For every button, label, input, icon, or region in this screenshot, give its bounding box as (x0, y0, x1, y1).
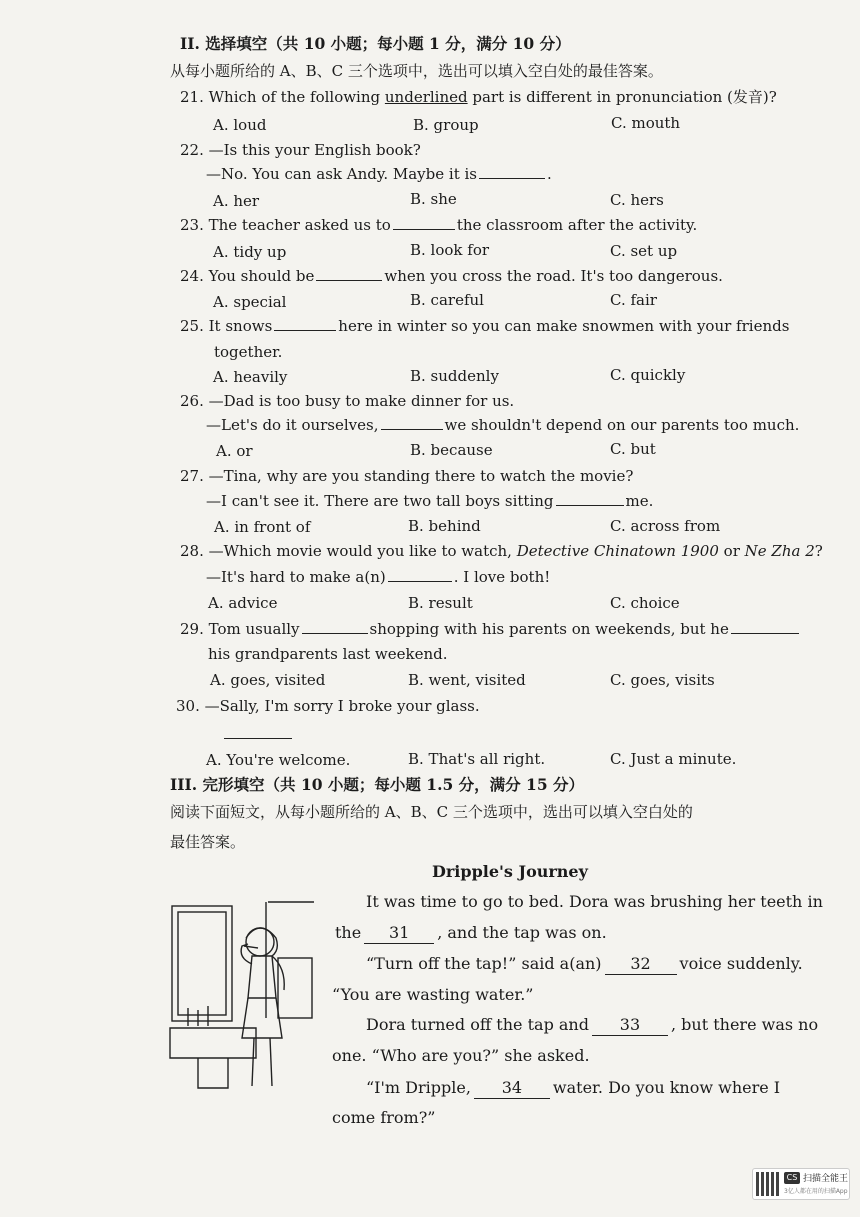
girl-brushing-teeth-illustration (168, 898, 318, 1098)
q28-option-c: C. choice (610, 594, 680, 612)
q27-option-c: C. across from (610, 517, 721, 535)
passage-line-8: come from?” (332, 1108, 436, 1127)
passage-line-6: one. “Who are you?” she asked. (332, 1046, 590, 1065)
scanner-tagline: 3亿人都在用的扫描App (784, 1188, 848, 1195)
q30-option-c: C. Just a minute. (610, 750, 737, 768)
question-28-line-1 (180, 541, 823, 561)
q24-text-post: when you cross the road. It's too dangerous. (384, 267, 723, 285)
q21-option-a: A. loud (213, 116, 267, 134)
q23-text-pre: 23. The teacher asked us to (180, 216, 391, 234)
section-3-instruction-line-2: 最佳答案。 (170, 833, 246, 851)
question-28-line-2 (206, 567, 550, 587)
q25-blank (274, 316, 336, 331)
q29-blank-1 (302, 619, 368, 634)
q28-option-a: A. advice (208, 594, 278, 612)
q28-text-end: ? (814, 542, 823, 560)
passage-line-7-pre: “I'm Dripple, (366, 1078, 471, 1097)
scanner-badge: CS (784, 1172, 800, 1184)
passage-line-5 (366, 1015, 818, 1036)
section-3-instruction-line-1: 阅读下面短文，从每小题所给的 A、B、C 三个选项中，选出可以填入空白处的 (170, 803, 693, 821)
q24-blank (316, 266, 382, 281)
question-27-line-1: 27. —Tina, why are you standing there to watch the movie? (180, 467, 634, 485)
q28-movie-1: Detective Chinatown 1900 (516, 542, 719, 560)
q28-text-post2: . I love both! (453, 568, 551, 586)
q26-text-post: we shouldn't depend on our parents too much. (444, 416, 800, 434)
q26-blank (381, 415, 443, 430)
passage-line-2-pre: the (335, 923, 362, 942)
q22-option-a: A. her (213, 192, 260, 210)
q25-text-pre: 25. It snows (180, 317, 273, 335)
q27-option-b: B. behind (408, 517, 481, 535)
question-26-line-2 (206, 415, 799, 435)
q24-option-c: C. fair (610, 291, 657, 309)
question-29-line-1 (180, 619, 801, 639)
question-22-line-1: 22. —Is this your English book? (180, 141, 421, 159)
q28-text-pre2: —It's hard to make a(n) (206, 568, 386, 586)
q29-option-a: A. goes, visited (210, 671, 326, 689)
passage-line-7 (366, 1078, 780, 1099)
passage-line-3-post: voice suddenly. (679, 954, 803, 973)
q21-text-post: part is different in pronunciation (发音)? (467, 88, 777, 106)
question-23 (180, 215, 697, 235)
blank-34: 34 (474, 1078, 550, 1099)
q21-option-b: B. group (413, 116, 479, 134)
q25-text-post: here in winter so you can make snowmen with your friends (338, 317, 790, 335)
q28-blank (388, 567, 452, 582)
q24-option-a: A. special (213, 293, 287, 311)
question-27-line-2 (206, 491, 653, 511)
q22-blank (479, 164, 545, 179)
q26-option-a: A. or (216, 442, 253, 460)
passage-line-2-post: , and the tap was on. (437, 923, 607, 942)
question-22-line-2 (206, 164, 552, 184)
q21-underlined: underlined (384, 88, 468, 106)
q30-option-a: A. You're welcome. (206, 751, 351, 769)
q27-option-a: A. in front of (214, 518, 311, 536)
q29-text-pre: 29. Tom usually (180, 620, 300, 638)
question-26-line-1: 26. —Dad is too busy to make dinner for us. (180, 392, 515, 410)
q23-option-c: C. set up (610, 242, 678, 260)
passage-line-7-post: water. Do you know where I (552, 1078, 781, 1097)
q22-end: . (546, 165, 552, 183)
blank-32: 32 (605, 954, 677, 975)
q30-option-b: B. That's all right. (408, 750, 546, 768)
q23-blank (393, 215, 455, 230)
question-25-line-1 (180, 316, 789, 336)
q22-option-b: B. she (410, 190, 457, 208)
scanner-watermark (752, 1168, 850, 1200)
q25-option-b: B. suddenly (410, 367, 499, 385)
q26-option-c: C. but (610, 440, 656, 458)
q23-option-a: A. tidy up (213, 243, 287, 261)
q23-option-b: B. look for (410, 241, 490, 259)
q28-option-b: B. result (408, 594, 473, 612)
q25-option-c: C. quickly (610, 366, 686, 384)
q29-blank-2 (731, 619, 799, 634)
q26-option-b: B. because (410, 441, 493, 459)
q29-option-c: C. goes, visits (610, 671, 715, 689)
section-2-instruction: 从每小题所给的 A、B、C 三个选项中，选出可以填入空白处的最佳答案。 (170, 62, 663, 80)
q29-option-b: B. went, visited (408, 671, 526, 689)
q30-blank (224, 724, 292, 739)
blank-33: 33 (592, 1015, 668, 1036)
qr-code-icon (756, 1172, 780, 1196)
passage-line-4: “You are wasting water.” (332, 985, 534, 1004)
question-24 (180, 266, 723, 286)
q24-option-b: B. careful (410, 291, 484, 309)
q27-blank (556, 491, 624, 506)
question-21 (180, 87, 777, 107)
q27-text-pre: —I can't see it. There are two tall boys sitting (206, 492, 554, 510)
passage-line-2 (335, 923, 607, 944)
q28-text-mid: or (718, 542, 745, 560)
question-30-line-1: 30. —Sally, I'm sorry I broke your glass. (176, 697, 480, 715)
story-title: Dripple's Journey (432, 862, 588, 881)
q25-option-a: A. heavily (213, 368, 288, 386)
q29-text-mid: shopping with his parents on weekends, but he (369, 620, 729, 638)
passage-line-3-pre: “Turn off the tap!” said a(an) (366, 954, 602, 973)
q24-text-pre: 24. You should be (180, 267, 315, 285)
q26-text-pre: —Let's do it ourselves, (206, 416, 379, 434)
scanner-brand: 扫描全能王 (803, 1174, 849, 1184)
q21-option-c: C. mouth (611, 114, 681, 132)
q28-movie-2: Ne Zha 2 (744, 542, 815, 560)
q22-text: —No. You can ask Andy. Maybe it is (206, 165, 477, 183)
question-25-line-2: together. (214, 343, 283, 361)
q23-text-post: the classroom after the activity. (456, 216, 698, 234)
blank-31: 31 (364, 923, 434, 944)
passage-line-5-pre: Dora turned off the tap and (366, 1015, 589, 1034)
section-2-heading: II. 选择填空（共 10 小题；每小题 1 分，满分 10 分） (180, 34, 571, 53)
passage-line-5-post: , but there was no (670, 1015, 819, 1034)
q21-text-pre: 21. Which of the following (180, 88, 385, 106)
q22-option-c: C. hers (610, 191, 664, 209)
passage-line-1: It was time to go to bed. Dora was brushing her teeth in (366, 892, 823, 911)
section-3-heading: III. 完形填空（共 10 小题；每小题 1.5 分，满分 15 分） (170, 775, 585, 794)
q28-text-pre: 28. —Which movie would you like to watch, (180, 542, 517, 560)
q27-text-post: me. (625, 492, 654, 510)
question-29-line-2: his grandparents last weekend. (208, 645, 448, 663)
passage-line-3 (366, 954, 803, 975)
